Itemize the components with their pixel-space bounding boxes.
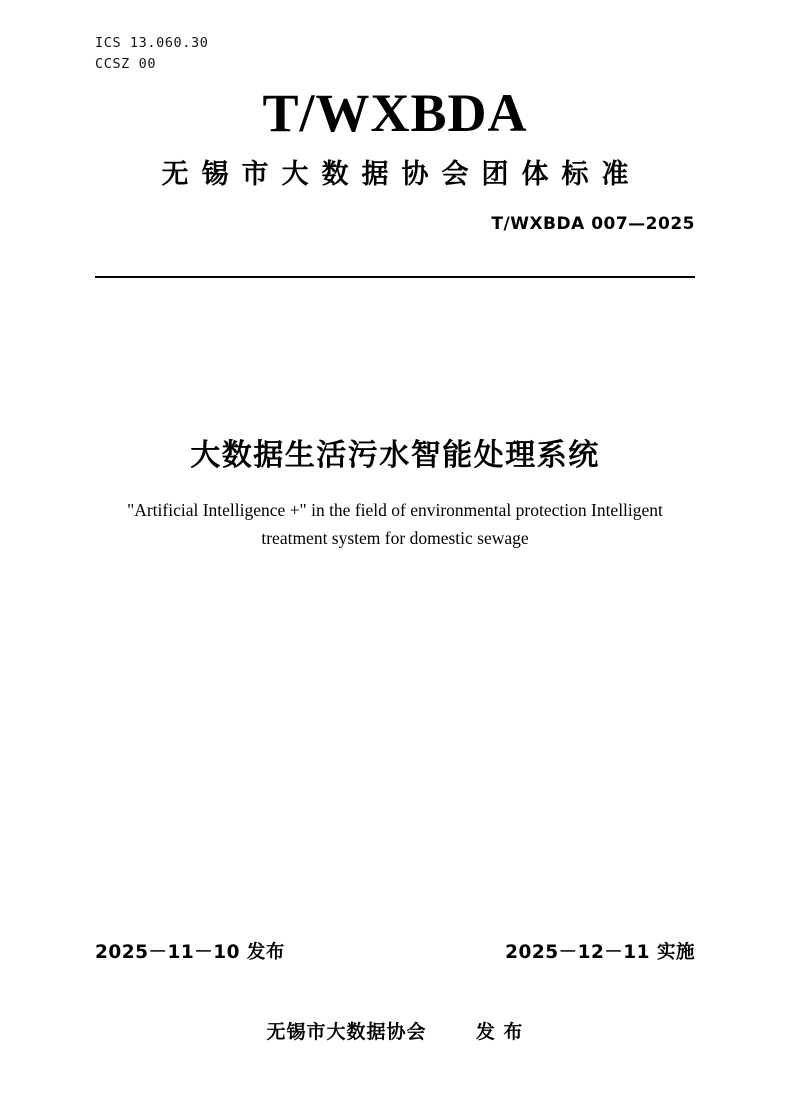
standard-organization-line: 无锡市大数据协会团体标准: [161, 159, 642, 190]
horizontal-divider: [95, 276, 695, 278]
publisher-line: [0, 1017, 790, 1044]
date-row: [95, 938, 695, 964]
subtitle-line-1: "Artificial Intelligence +" in the field of environmental protection Intelligent: [127, 500, 663, 520]
standard-number: T/WXBDA 007—2025: [491, 214, 695, 234]
page-title: 大数据生活污水智能处理系统: [190, 438, 600, 473]
subtitle-line-2: treatment system for domestic sewage: [261, 528, 529, 549]
classification-codes: [95, 33, 208, 75]
publisher-name: 无锡市大数据协会: [266, 1021, 427, 1043]
standard-mark: T/WXBDA: [262, 83, 528, 143]
publisher-suffix: 发 布: [475, 1021, 524, 1043]
ics-code: ICS 13.060.30: [95, 35, 209, 51]
page-subtitle: [120, 496, 670, 553]
issue-date: 2025－11－10 发布: [95, 942, 285, 963]
effective-date: 2025－12－11 实施: [505, 942, 695, 963]
ccs-code: CCSZ 00: [95, 55, 157, 72]
